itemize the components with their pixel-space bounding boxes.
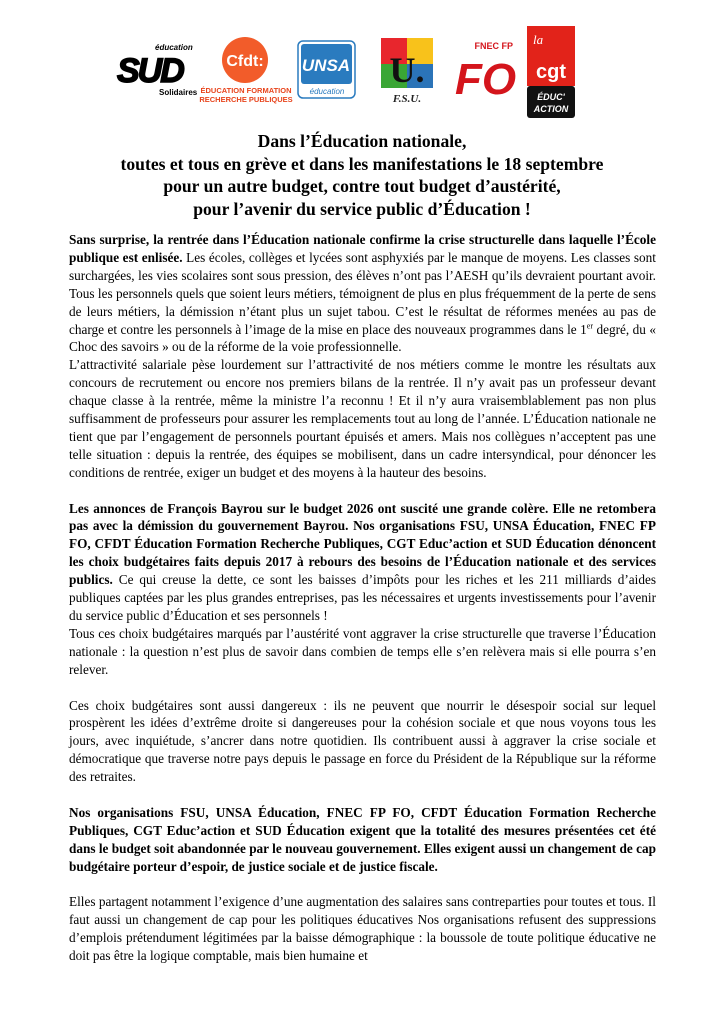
cfdt-logo-line2: RECHERCHE PUBLIQUES bbox=[199, 95, 293, 104]
title-line-3: pour un autre budget, contre tout budget d’austérité, bbox=[163, 176, 561, 196]
paragraph-1-text-b: degré, du « Choc des savoirs » ou de la réforme de la voie professionnelle. bbox=[69, 321, 656, 355]
paragraph-3-lead: Les annonces de François Bayrou sur le budget 2026 ont suscité une grande colère. Elle ne retombera pas avec la démission du gouvernement Bayrou. Nos organisations FSU, UNSA Éducation, FNEC FP FO, CFDT Éducation Formation Recherche Publiques, CGT Educ’action et SUD Éducation dénoncent les choix budgétaires faits depuis 2017 à rebours des besoins de l’Éducation nationale et des services publics. bbox=[69, 500, 656, 588]
sud-logo-sub-text: Solidaires bbox=[159, 88, 198, 97]
sud-logo-main-text: SUD bbox=[117, 52, 183, 90]
paragraph-2: L’attractivité salariale pèse lourdement sur l’attractivité de nos métiers comme le montre les résultats aux concours de recrutement ou encore nos premiers bilans de la rentrée. Il n’y avait pas un professeur devant chaque classe à la rentrée, même la ministre l’a reconnu ! Et il n’y aura vraisemblablement pas non plus suffisamment de professeurs pour assurer les remplacements tout au long de l’année. L’Éducation nationale ne tient que par l’engagement de personnels pourtant épuisés et amers. Mais nos collègues n’acceptent pas une telle situation : depuis la rentrée, des équipes se mobilisent, dans un cadre intersyndical, pour dénoncer les conditions de rentrée, exiger un budget et des moyens à la hauteur des besoins. bbox=[69, 357, 656, 480]
cgt-logo-sub1: ÉDUC' bbox=[537, 92, 565, 102]
union-logos bbox=[115, 26, 605, 118]
paragraph-6-bold: Nos organisations FSU, UNSA Éducation, FNEC FP FO, CFDT Éducation Formation Recherche Publiques, CGT Educ’action et SUD Éducation exigent que la totalité des mesures présentées cet été dans le budget soit abandonnée par le nouveau gouvernement. Elles exigent aussi un changement de cap budgétaire porteur d’espoir, de justice sociale et de justice fiscale. bbox=[69, 804, 656, 874]
document-title bbox=[40, 130, 684, 220]
paragraph-5: Ces choix budgétaires sont aussi dangereux : ils ne peuvent que nourrir le désespoir social sur lequel prospèrent les idées d’extrême droite si dangereuses pour la cohésion sociale et que nous voyons tous les jours, avec inquiétude, s’ancrer dans notre quotidien. Ils contribuent aussi à aggraver la crise sociale et démocratique que traverse notre pays depuis le passage en force du Président de la République sur la réforme des retraites. bbox=[69, 697, 656, 785]
fo-logo-main-text: FO bbox=[455, 55, 517, 104]
cgt-logo-main-text: cgt bbox=[536, 61, 566, 83]
cgt-logo-top-text: la bbox=[533, 32, 544, 47]
sud-logo-top-text: éducation bbox=[155, 43, 193, 52]
title-line-4: pour l’avenir du service public d’Éducation ! bbox=[193, 198, 531, 219]
fsu-logo-main-text: U. bbox=[389, 50, 425, 90]
sud-education-logo bbox=[115, 40, 198, 102]
paragraph-3-text: Ce qui creuse la dette, ce sont les baisses d’impôts pour les riches et les 211 milliards d’aides publiques captées par les plus grandes entreprises, pas les nécessaires et urgents investissements pour l’avenir du service public d’Éducation et ses personnels ! bbox=[69, 572, 656, 624]
cfdt-logo bbox=[199, 36, 293, 106]
cgt-logo-sub2: ACTION bbox=[533, 104, 569, 114]
paragraph-3 bbox=[69, 500, 656, 625]
paragraph-6 bbox=[69, 804, 656, 876]
unsa-logo-main-text: UNSA bbox=[301, 56, 351, 75]
title-line-1: Dans l’Éducation nationale, bbox=[257, 131, 467, 151]
unsa-education-logo bbox=[297, 40, 357, 100]
paragraph-1-lead: Sans surprise, la rentrée dans l’Éducation nationale confirme la crise structurelle dans laquelle l’École publique est enlisée. bbox=[69, 232, 656, 265]
superscript-er: er bbox=[586, 321, 593, 331]
paragraph-1-text-a: Les écoles, collèges et lycées sont asphyxiés par le manque de moyens. Les classes sont surchargées, les vies scolaires sont sous pression, des élèves n’ont pas l’AESH qu’ils devraient pourtant avoir. Tous les personnels quels que soient leurs métiers, témoignent de plus en plus fréquemment de la perte de sens de leurs métiers, la démission n’étant plus un sujet tabou. C’est le résultat de réformes menées au pas de charge et contre les personnels à l’image de la mise en place des nouveaux programmes dans le 1 bbox=[69, 249, 656, 337]
cgt-educaction-logo bbox=[527, 26, 575, 118]
fnec-fp-fo-logo bbox=[453, 38, 523, 104]
fo-logo-top-text: FNEC FP bbox=[474, 41, 513, 51]
fsu-logo-sub-text: F.S.U. bbox=[392, 93, 422, 105]
fsu-logo bbox=[377, 36, 441, 106]
title-line-2: toutes et tous en grève et dans les manifestations le 18 septembre bbox=[120, 153, 604, 174]
cfdt-logo-line1: ÉDUCATION FORMATION bbox=[200, 86, 292, 95]
cfdt-logo-main-text: Cfdt: bbox=[226, 53, 264, 70]
paragraph-4: Tous ces choix budgétaires marqués par l’austérité vont aggraver la crise structurelle que traverse l’Éducation nationale : la question n’est plus de savoir dans combien de temps elle s’en relèvera mais si elle pourra s’en relever. bbox=[69, 625, 656, 677]
paragraph-7: Elles partagent notamment l’exigence d’une augmentation des salaires sans contreparties pour toutes et tous. Il faut aussi un changement de cap pour les politiques éducatives Nos organisations refusent des suppressions d’emplois prétendument légitimées par la baisse démographique : la boussole de toute politique éducative ne doit pas être la logique comptable, mais bien humaine et bbox=[69, 894, 656, 964]
document-body bbox=[69, 231, 656, 965]
paragraph-1 bbox=[69, 231, 656, 356]
unsa-logo-sub-text: éducation bbox=[309, 87, 345, 96]
